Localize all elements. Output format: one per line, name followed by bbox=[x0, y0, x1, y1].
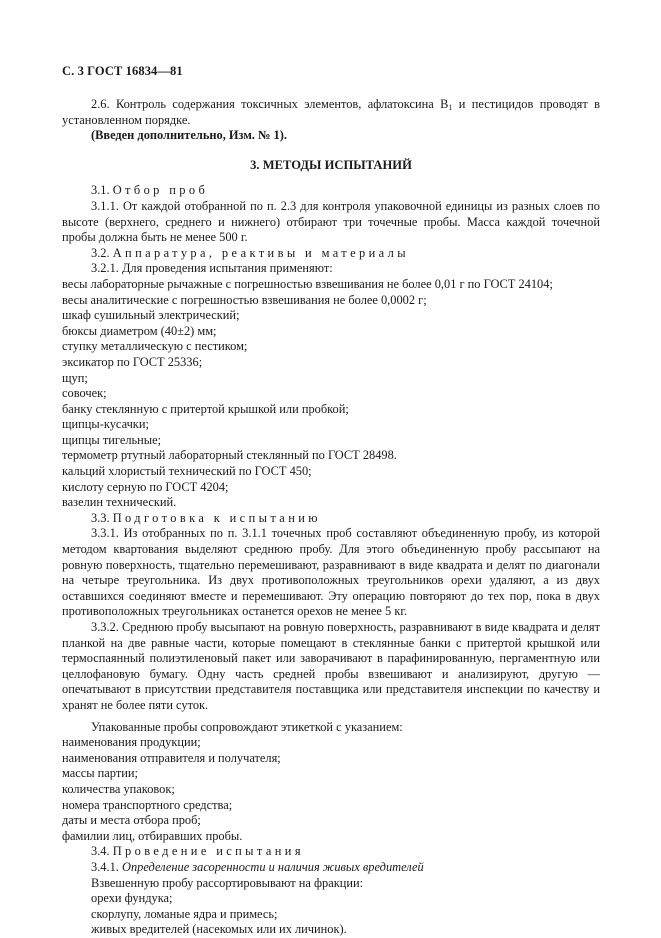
list-item: наименования отправителя и получателя; bbox=[62, 750, 281, 765]
paragraph-3-4-1-number: 3.4.1. bbox=[91, 859, 119, 874]
subsection-3-4-title: Проведение испытания bbox=[112, 844, 304, 859]
fractions-list bbox=[62, 891, 600, 938]
list-item: весы лабораторные рычажные с погрешностью взвешивания не более 0,01 г по ГОСТ 24104; bbox=[62, 276, 553, 291]
list-item: эксикатор по ГОСТ 25336; bbox=[62, 354, 203, 369]
subsection-3-1-title: Отбор проб bbox=[112, 183, 209, 198]
subsection-3-2-heading bbox=[62, 246, 600, 262]
list-item: щипцы тигельные; bbox=[62, 432, 162, 447]
list-item: кальций хлористый технический по ГОСТ 450; bbox=[62, 464, 312, 479]
list-item: номера транспортного средства; bbox=[62, 797, 233, 812]
paragraph-2-6-text-b: и пестицидов проводят в установленном порядке. bbox=[62, 97, 600, 127]
paragraph-3-3-2: 3.3.2. Среднюю пробу высыпают на ровную поверхность, разравнивают в виде квадрата и делят планкой на две равные части, которые помещают в стеклянные банки с притертой крышкой или термоспаянный полиэтиленовый пакет или заворачивают в парафинированную, пергаментную или целлофановую бумагу. Одну часть средней пробы взвешивают и анализируют, другую — опечатывают в присутствии представителя поставщика или представителя инспекции по качеству и хранят не более пяти суток. bbox=[62, 620, 600, 712]
list-item: живых вредителей (насекомых или их личинок). bbox=[91, 922, 347, 937]
paragraph-3-4-1-title: Определение засоренности и наличия живых вредителей bbox=[122, 859, 424, 874]
amendment-note: (Введен дополнительно, Изм. № 1). bbox=[91, 128, 287, 143]
list-item: вазелин технический. bbox=[62, 495, 177, 510]
list-item: орехи фундука; bbox=[91, 891, 173, 906]
list-item: щипцы-кусачки; bbox=[62, 417, 149, 432]
label-list bbox=[62, 735, 600, 844]
list-item: фамилии лиц, отбиравших пробы. bbox=[62, 828, 243, 843]
paragraph-2-6 bbox=[62, 97, 600, 128]
subsection-3-1-number: 3.1. bbox=[91, 183, 110, 198]
paragraph-3-2-1: 3.2.1. Для проведения испытания применяют: bbox=[91, 261, 333, 276]
paragraph-3-4-1-heading bbox=[62, 860, 600, 876]
section-title: 3. МЕТОДЫ ИСПЫТАНИЙ bbox=[250, 157, 412, 172]
subsection-3-2-title: Аппаратура, реактивы и материалы bbox=[112, 245, 409, 260]
list-item: термометр ртутный лабораторный стеклянный по ГОСТ 28498. bbox=[62, 448, 397, 463]
page-header: С. 3 ГОСТ 16834—81 bbox=[62, 64, 183, 78]
list-item: шкаф сушильный электрический; bbox=[62, 308, 240, 323]
subsection-3-4-number: 3.4. bbox=[91, 844, 110, 859]
list-item: даты и места отбора проб; bbox=[62, 813, 201, 828]
subsection-3-4-heading bbox=[62, 844, 600, 860]
list-item: бюксы диаметром (40±2) мм; bbox=[62, 323, 217, 338]
list-item: кислоту серную по ГОСТ 4204; bbox=[62, 479, 229, 494]
subsection-3-1-heading bbox=[62, 183, 600, 199]
paragraph-3-3-1: 3.3.1. Из отобранных по п. 3.1.1 точечных проб составляют объединенную пробу, из которой методом квартования выделяют среднюю пробу. Для этого объединенную пробу рассыпают на ровную поверхность, тщательно перемешивают, разравнивают в виде квадрата и делят по диагонали на четыре треугольника. Из двух противоположных треугольников орехи удаляют, а из двух оставшихся соединяют вместе и перемешивают. Эту операцию повторяют до тех пор, пока в двух противоположных треугольниках останется орехов не менее 5 кг. bbox=[62, 526, 600, 619]
paragraph-3-4-1-text: Взвешенную пробу рассортировывают на фракции: bbox=[91, 875, 364, 890]
subsection-3-3-title: Подготовка к испытанию bbox=[112, 510, 321, 525]
list-item: наименования продукции; bbox=[62, 735, 201, 750]
list-item: совочек; bbox=[62, 386, 107, 401]
label-intro: Упакованные пробы сопровождают этикеткой с указанием: bbox=[91, 719, 403, 734]
subsection-3-3-heading bbox=[62, 511, 600, 527]
paragraph-3-1-1: 3.1.1. От каждой отобранной по п. 2.3 для контроля упаковочной единицы из разных слоев по высоте (верхнего, среднего и нижнего) отбирают три точечные пробы. Масса каждой точечной пробы должна быть не менее 500 г. bbox=[62, 198, 600, 245]
list-item: щуп; bbox=[62, 370, 88, 385]
list-item: массы партии; bbox=[62, 766, 138, 781]
subsection-3-3-number: 3.3. bbox=[91, 510, 110, 525]
list-item: скорлупу, ломаные ядра и примесь; bbox=[91, 906, 278, 921]
subscript: 1 bbox=[448, 103, 453, 112]
document-body bbox=[62, 97, 600, 938]
equipment-list bbox=[62, 277, 600, 511]
list-item: банку стеклянную с притертой крышкой или пробкой; bbox=[62, 401, 349, 416]
list-item: весы аналитические с погрешностью взвешивания не более 0,0002 г; bbox=[62, 292, 427, 307]
subsection-3-2-number: 3.2. bbox=[91, 245, 110, 260]
list-item: ступку металлическую с пестиком; bbox=[62, 339, 248, 354]
list-item: количества упаковок; bbox=[62, 781, 175, 796]
paragraph-2-6-text-a: 2.6. Контроль содержания токсичных элементов, афлатоксина В bbox=[91, 97, 449, 111]
